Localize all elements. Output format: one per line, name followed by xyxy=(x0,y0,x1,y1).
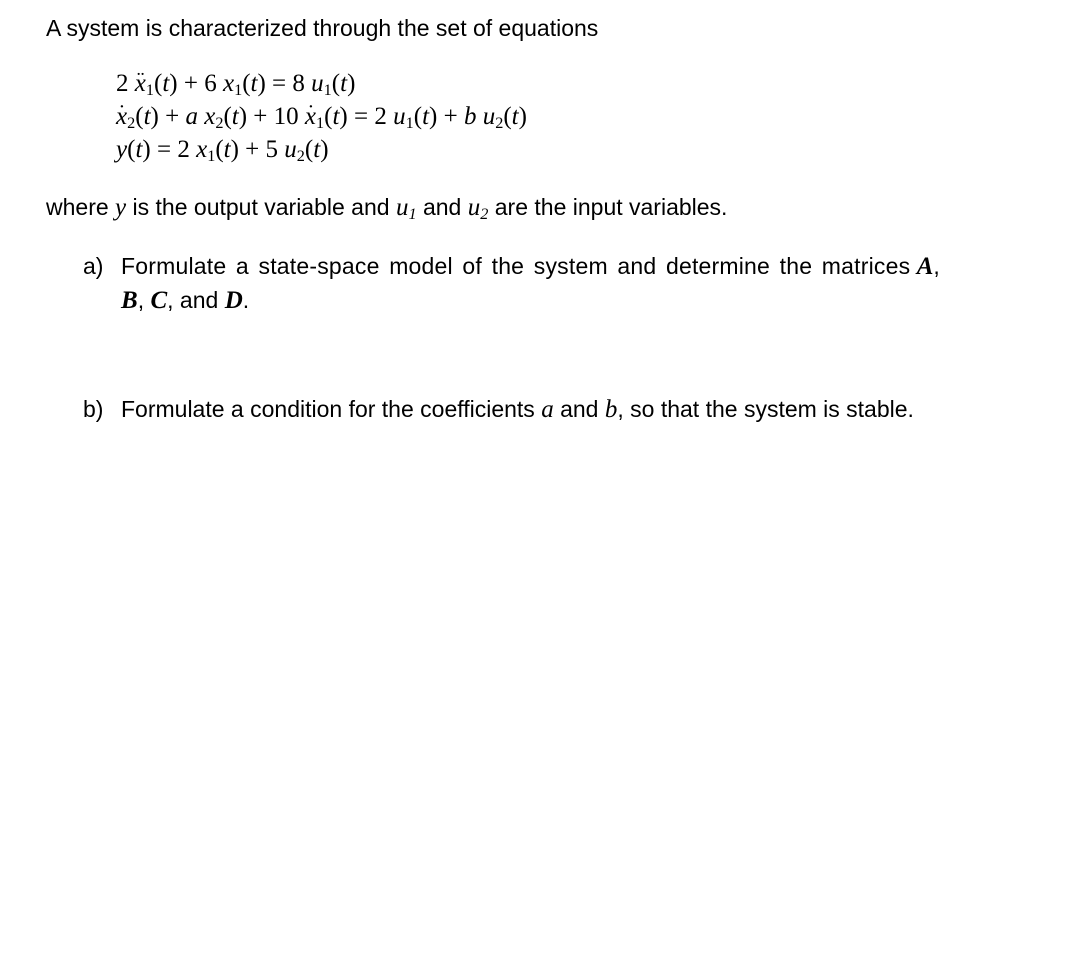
coefficient-a-symbol: a xyxy=(541,396,554,423)
question-a-label: a) xyxy=(83,253,104,279)
coefficient-b-symbol: b xyxy=(604,396,618,423)
question-a xyxy=(83,254,940,279)
comma: , xyxy=(137,287,145,313)
question-b-text: Formulate a condition for the coefficients xyxy=(121,396,535,422)
matrix-a-symbol: A xyxy=(916,253,934,280)
matrix-c-symbol: C xyxy=(150,287,168,314)
where-text: where xyxy=(46,194,109,220)
question-b-label: b) xyxy=(83,396,104,422)
question-b xyxy=(83,397,914,422)
and-text: , and xyxy=(167,287,219,313)
where-text-4: are the input variables. xyxy=(494,194,728,220)
matrix-b-symbol: B xyxy=(121,287,138,314)
equation-3: y(t) = 2 $x_1(t) + 5$ $u_2(t)$ xyxy=(116,136,329,166)
where-text-2: is the output variable and xyxy=(132,194,390,220)
period: . xyxy=(242,287,250,313)
input-symbol-1: $u_1$ xyxy=(395,194,417,224)
intro-text: A system is characterized through the set of equations xyxy=(46,15,599,41)
output-symbol: y xyxy=(115,194,127,221)
equation-2: ˙ $x_2(t) + a$ $x_2(t) + 10$ ˙ $x_1(t) = 2$ $u_1(t) + b$ $u_2(t)$ xyxy=(116,104,527,129)
variables-description xyxy=(46,194,728,224)
question-b-text-2: , so that the system is stable. xyxy=(617,396,914,422)
question-a-text: Formulate a state-space model of the system and determine the matrices xyxy=(121,253,911,279)
input-symbol-2: $u_2$ xyxy=(467,194,489,224)
question-a-continued xyxy=(121,288,249,313)
matrix-d-symbol: D xyxy=(224,287,243,314)
equation-1: 2 ¨ $x_1(t) + 6$ $x_1(t) = 8$ $u_1(t)$ xyxy=(116,71,355,96)
where-text-3: and xyxy=(422,194,462,220)
comma: , xyxy=(933,253,940,279)
and-text: and xyxy=(560,396,599,422)
